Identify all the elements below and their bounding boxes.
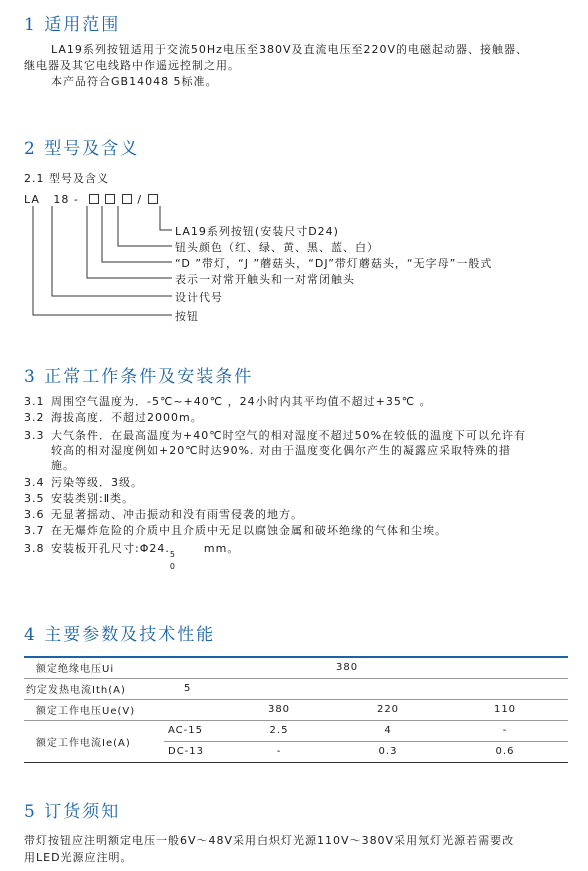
parameters-table (24, 656, 568, 763)
model-slash: / (137, 193, 143, 206)
ith-value: 5 (164, 678, 568, 699)
ue-value: 110 (442, 699, 568, 720)
condition-item: 3.5 安装类别:Ⅱ类。 (24, 492, 135, 505)
model-label-color: 钮头颜色（红、绿、黄、黑、蓝、白） (175, 241, 379, 254)
dc-value: 0.6 (442, 741, 568, 762)
section1-heading: 1 适用范围 (24, 15, 121, 35)
condition-item: 3.7 在无爆炸危险的介质中且介质中无足以腐蚀金属和破坏绝缘的气体和尘埃。 (24, 524, 447, 537)
ac-label: AC-15 (164, 720, 224, 741)
model-prefix: LA (24, 193, 40, 206)
section5-para-line1: 带灯按钮应注明额定电压一般6V～48V采用白炽灯光源110V～380V采用氖灯光源若需要改 (24, 834, 515, 847)
condition-item: 3.2 海拔高度．不超过2000m。 (24, 411, 203, 424)
ue-value: 380 (224, 699, 334, 720)
model-label-series: LA19系列按钮(安装尺寸D24) (175, 225, 339, 238)
table-row (24, 720, 568, 741)
ac-value: 2.5 (224, 720, 334, 741)
table-row (24, 699, 568, 720)
dc-value: 0.3 (334, 741, 442, 762)
table-row (24, 678, 568, 699)
ui-value: 380 (224, 657, 568, 678)
model-label-button: 按钮 (175, 310, 199, 323)
condition-item: 3.3 大气条件．在最高温度为+40℃时空气的相对湿度不超过50%在较低的温度下可以允许有 (24, 429, 527, 442)
dc-label: DC-13 (164, 741, 224, 762)
ac-value: - (442, 720, 568, 741)
tolerance-sub: 0 (169, 562, 176, 571)
model-number: 18 (53, 193, 70, 206)
section2-subheading: 2.1 型号及含义 (24, 172, 109, 185)
section1-para-line1: LA19系列按钮适用于交流50Hz电压至380V及直流电压至220V的电磁起动器、接触器、 (51, 43, 528, 56)
model-label-design: 设计代号 (175, 291, 223, 304)
ue-label: 额定工作电压Ue(V) (24, 699, 224, 720)
table-row (24, 657, 568, 678)
section5-heading: 5 订货须知 (24, 802, 121, 822)
section3-heading: 3 正常工作条件及安装条件 (24, 367, 254, 387)
ac-value: 4 (334, 720, 442, 741)
model-label-type: “D ”带灯，“J ”蘑菇头，“DJ”带灯蘑菇头，“无字母”一般式 (175, 257, 493, 270)
tolerance-sup: 5 (169, 550, 176, 559)
dc-value: - (224, 741, 334, 762)
model-dash: - (73, 193, 79, 206)
condition-item: 3.8 安装板开孔尺寸:Φ24. 5 0 mm。 (24, 541, 572, 557)
section2-heading: 2 型号及含义 (24, 139, 140, 159)
section4-heading: 4 主要参数及技术性能 (24, 625, 216, 645)
condition-item: 3.4 污染等级．3级。 (24, 476, 143, 489)
section1-para-line3: 本产品符合GB14048 5标准。 (51, 75, 218, 88)
ui-label: 额定绝缘电压Ui (24, 657, 224, 678)
condition-item-cont: 较高的相对湿度例如+20℃时达90%. 对由于温度变化偶尔产生的凝露应采取特殊的措 (51, 444, 512, 457)
condition-item: 3.1 周围空气温度为．-5℃~+40℃ ，24小时内其平均值不超过+35℃ 。 (24, 395, 432, 408)
condition-item-cont: 施。 (51, 459, 75, 472)
section1-para-line2: 继电器及其它电线路中作遥远控制之用。 (24, 59, 240, 72)
ith-label: 约定发热电流Ith(A) (24, 678, 164, 699)
condition-item: 3.6 无显著摇动、冲击振动和没有雨雪侵袭的地方。 (24, 508, 303, 521)
ie-label: 额定工作电流Ie(A) (24, 720, 164, 762)
model-label-contacts: 表示一对常开触头和一对常闭触头 (175, 273, 355, 286)
section5-para-line2: 用LED光源应注明。 (24, 851, 133, 864)
ue-value: 220 (334, 699, 442, 720)
